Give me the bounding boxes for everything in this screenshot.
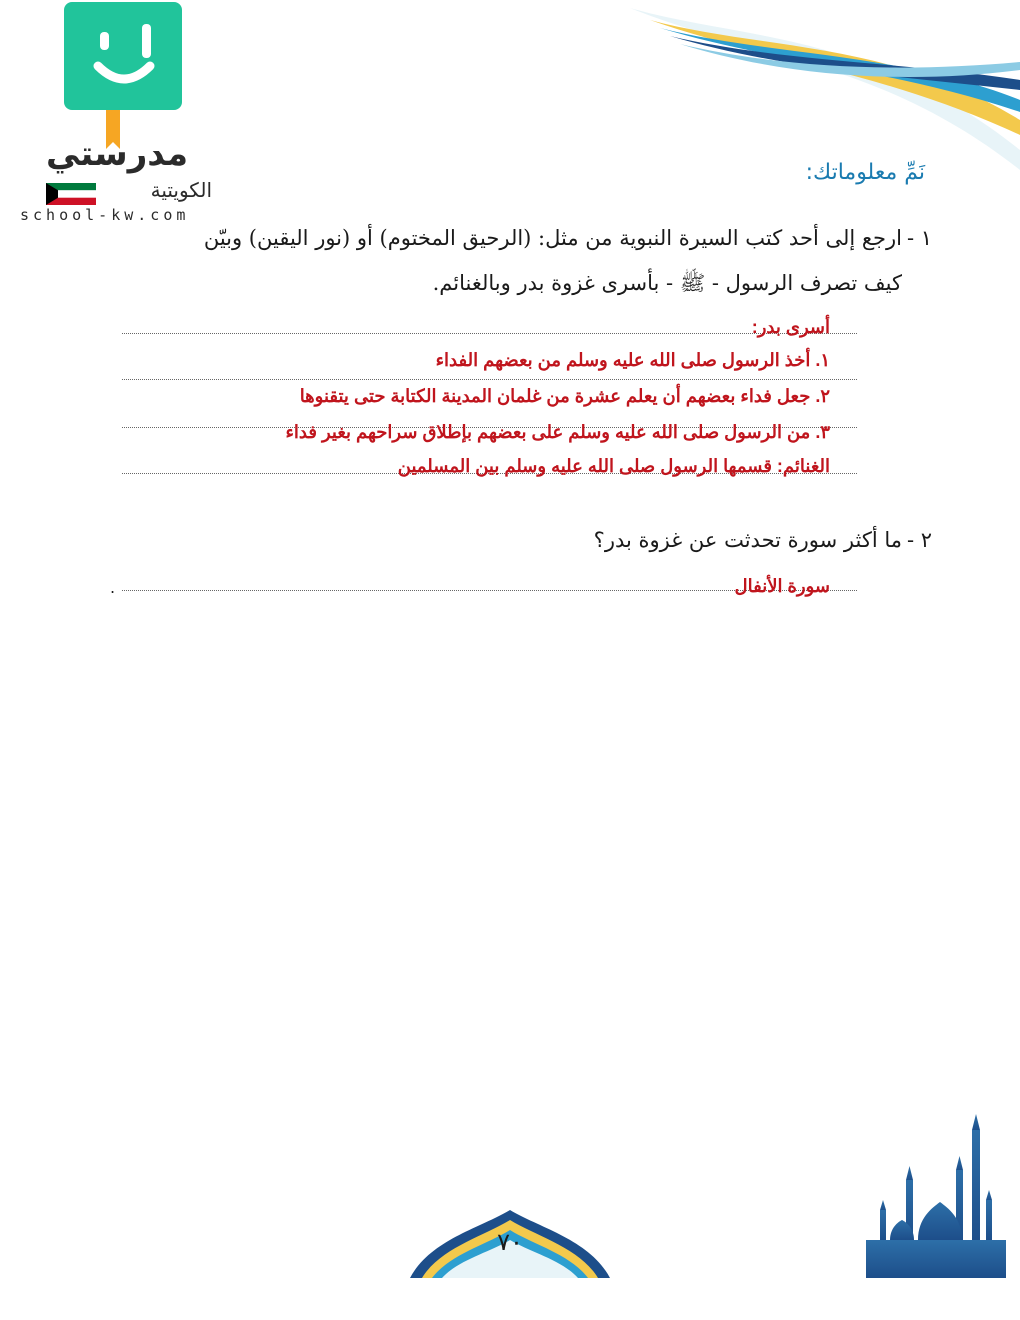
header-wave-decoration bbox=[620, 0, 1020, 170]
page-number: ٧٠ bbox=[497, 1228, 523, 1256]
answer-item-2: ٢. جعل فداء بعضهم أن يعلم عشرة من غلمان المدينة الكتابة حتى يتقنوها bbox=[299, 386, 830, 406]
section-heading: نَمِّ معلوماتك: bbox=[805, 160, 925, 185]
answer-spoils: الغنائم: قسمها الرسول صلى الله عليه وسلم بين المسلمين bbox=[397, 456, 830, 476]
logo-url: school-kw.com bbox=[20, 206, 190, 224]
question-2-number: ٢ - bbox=[906, 528, 932, 552]
school-logo bbox=[8, 0, 238, 230]
question-1-number: ١ - bbox=[906, 226, 932, 250]
answer-item-3: ٣. من الرسول صلى الله عليه وسلم على بعضهم بإطلاق سراحهم بغير فداء bbox=[285, 422, 830, 442]
smile-icon bbox=[64, 2, 182, 110]
question-2-text: ما أكثر سورة تحدثت عن غزوة بدر؟ bbox=[593, 528, 902, 552]
question-1-line-2: كيف تصرف الرسول - ﷺ - بأسرى غزوة بدر وبالغنائم. bbox=[432, 271, 902, 295]
answer-surah: سورة الأنفال bbox=[734, 576, 830, 596]
line-end-mark: . bbox=[110, 578, 116, 597]
answer-prisoners-heading: أسرى بدر: bbox=[751, 317, 830, 337]
logo-name: مدرستي bbox=[46, 134, 188, 174]
logo-tile bbox=[64, 2, 182, 110]
answer-line bbox=[122, 333, 857, 334]
kuwait-flag-icon bbox=[46, 183, 96, 205]
question-1-line-1: ارجع إلى أحد كتب السيرة النبوية من مثل: (الرحيق المختوم) أو (نور اليقين) وبيّن bbox=[203, 226, 902, 250]
answer-item-1: ١. أخذ الرسول صلى الله عليه وسلم من بعضهم الفداء bbox=[435, 350, 830, 370]
mosque-silhouette-decoration bbox=[866, 1110, 1006, 1278]
logo-subtitle: الكويتية bbox=[150, 178, 212, 202]
answer-line bbox=[122, 379, 857, 380]
